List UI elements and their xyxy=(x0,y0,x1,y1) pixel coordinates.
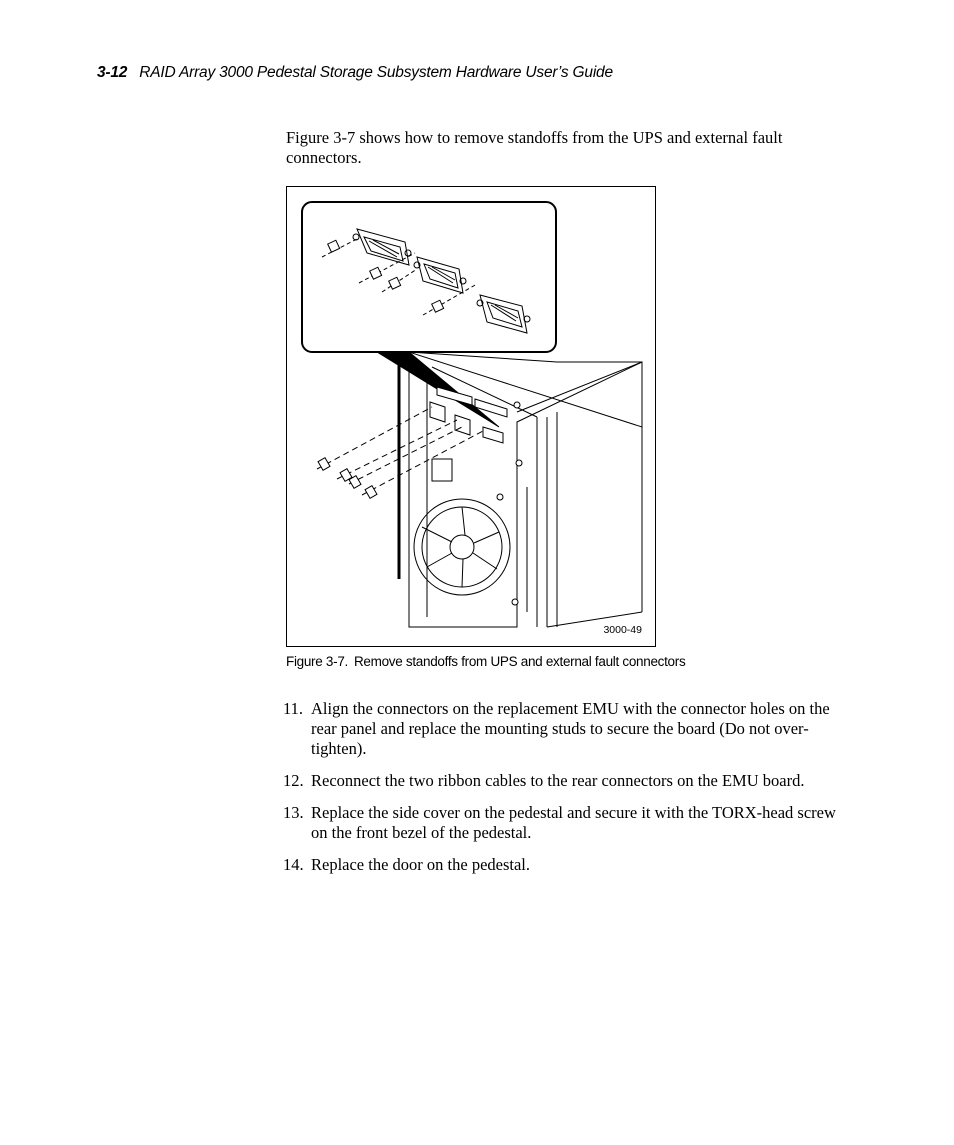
step-text: Replace the door on the pedestal. xyxy=(311,855,531,874)
page-header xyxy=(97,64,613,82)
fan-grille xyxy=(414,499,510,595)
step-number: 11. xyxy=(283,699,304,718)
list-item xyxy=(283,699,843,759)
pedestal-rear-illustration xyxy=(287,187,657,648)
figure-frame xyxy=(286,186,656,647)
book-title: RAID Array 3000 Pedestal Storage Subsystem Hardware User’s Guide xyxy=(139,64,613,81)
caption-text: Remove standoffs from UPS and external fault connectors xyxy=(353,654,686,669)
intro-paragraph: Figure 3-7 shows how to remove standoffs from the UPS and external fault connectors. xyxy=(286,128,783,167)
step-number: 13. xyxy=(283,803,304,822)
step-text: Align the connectors on the replacement EMU with the connector holes on the rear panel and replace the mounting studs to secure the board (Do not over-tighten). xyxy=(311,699,830,758)
step-number: 14. xyxy=(283,855,304,874)
procedure-steps xyxy=(283,699,843,887)
figure-id-label: 3000-49 xyxy=(603,624,642,636)
rear-panel-connectors xyxy=(430,387,522,605)
list-item xyxy=(283,803,843,843)
pedestal-cabinet xyxy=(399,352,642,627)
figure-caption xyxy=(286,654,685,669)
caption-number: Figure 3-7. xyxy=(286,654,348,669)
page-number: 3-12 xyxy=(97,64,128,81)
list-item xyxy=(283,771,843,791)
step-number: 12. xyxy=(283,771,304,790)
list-item xyxy=(283,855,843,875)
step-text: Reconnect the two ribbon cables to the rear connectors on the EMU board. xyxy=(311,771,805,790)
step-text: Replace the side cover on the pedestal and secure it with the TORX-head screw on the front bezel of the pedestal. xyxy=(311,803,836,842)
